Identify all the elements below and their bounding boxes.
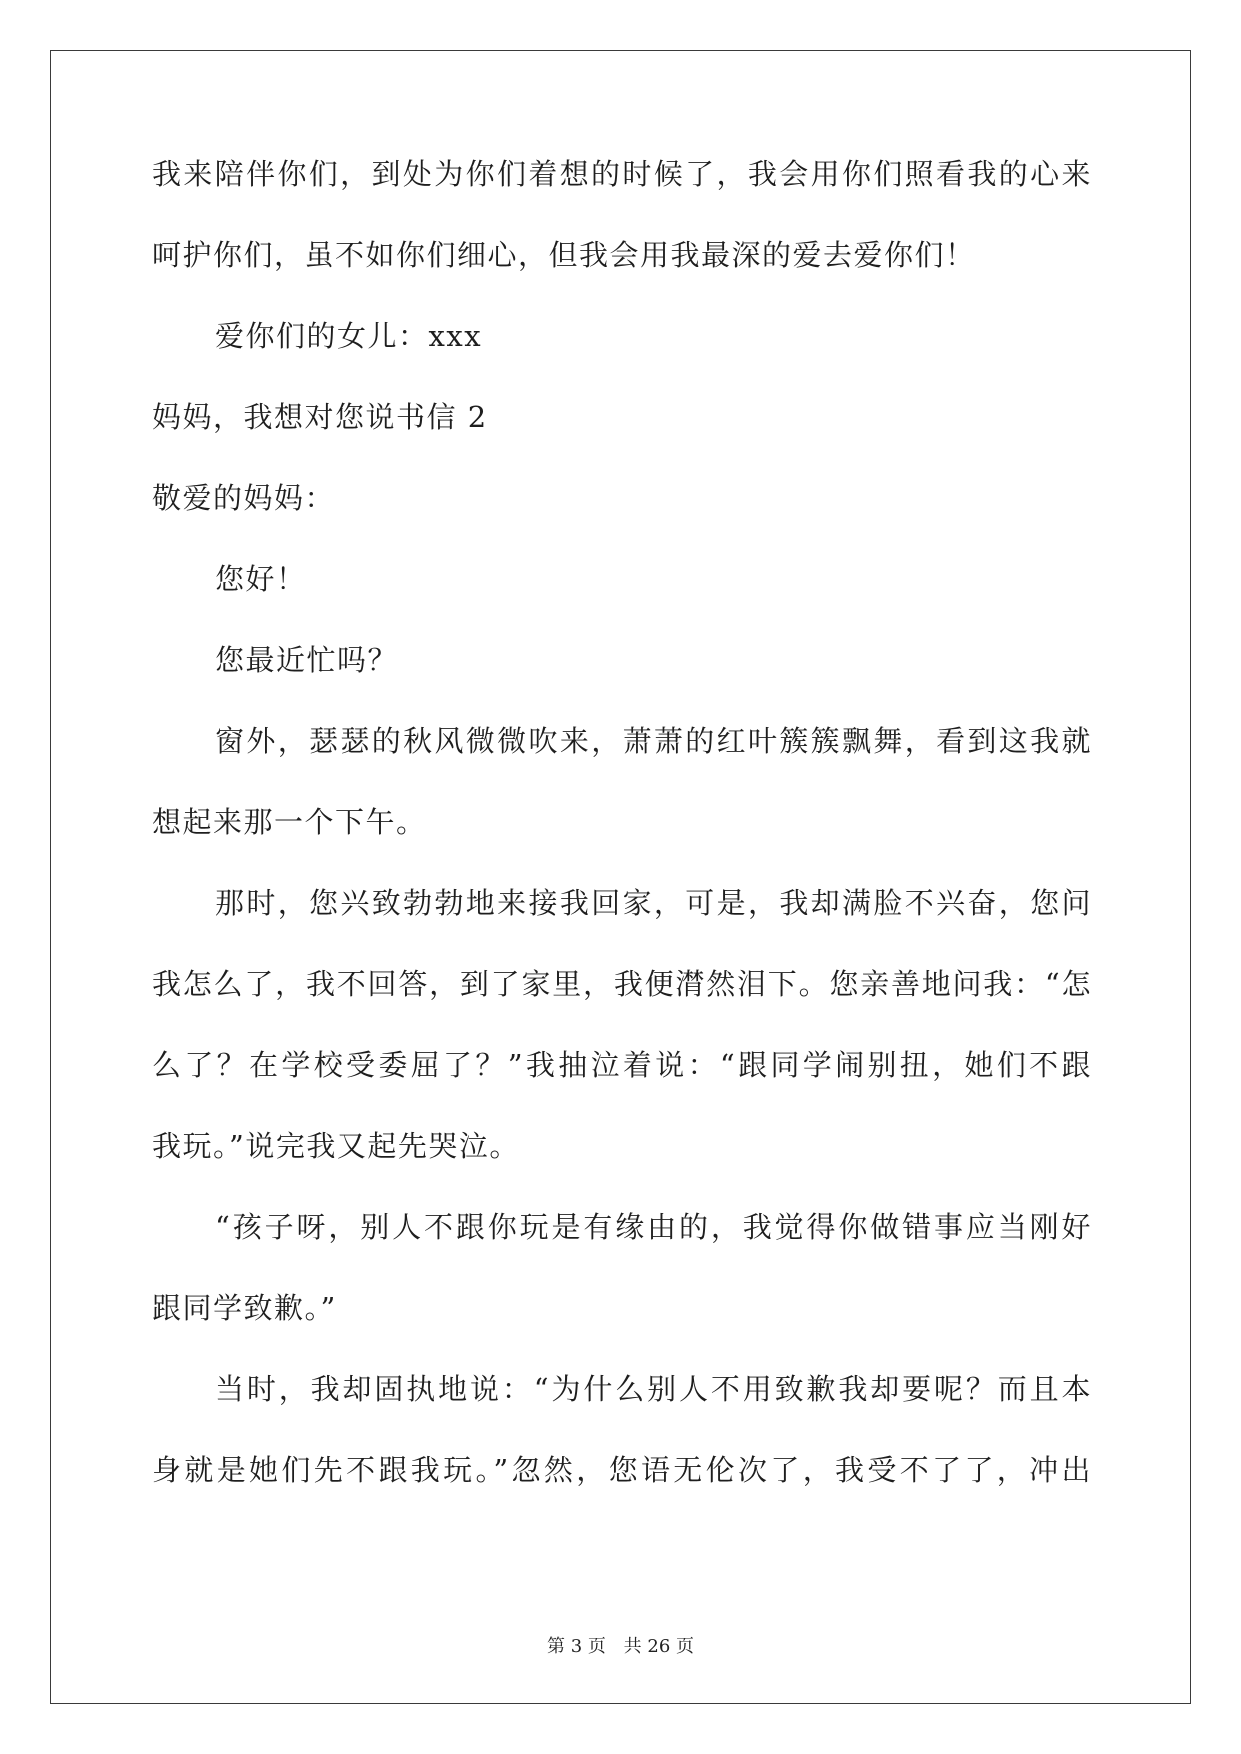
text-line: 窗外，瑟瑟的秋风微微吹来，萧萧的红叶簇簇飘舞，看到这我就 [215,724,1092,758]
text-line: 我玩。”说完我又起先哭泣。 [152,1129,520,1163]
text-line: 身就是她们先不跟我玩。”忽然，您语无伦次了，我受不了了，冲出 [152,1453,1092,1487]
section-title: 妈妈，我想对您说书信 2 [152,400,488,434]
text-line: 我来陪伴你们，到处为你们着想的时候了，我会用你们照看我的心来 [152,157,1092,191]
text-line: 么了？在学校受委屈了？”我抽泣着说：“跟同学闹别扭，她们不跟 [152,1048,1092,1082]
page-total: 共 26 页 [623,1636,694,1657]
text-line: 那时，您兴致勃勃地来接我回家，可是，我却满脸不兴奋，您问 [215,886,1092,920]
text-line: “孩子呀，别人不跟你玩是有缘由的，我觉得你做错事应当刚好 [215,1210,1092,1244]
salutation: 敬爱的妈妈： [152,481,336,515]
text-line: 想起来那一个下午。 [152,805,427,839]
text-line: 您最近忙吗？ [215,643,399,677]
document-body [152,158,1092,1535]
page-number: 第 3 页 [547,1636,606,1657]
greeting-line: 您好！ [215,562,307,596]
text-line: 当时，我却固执地说：“为什么别人不用致歉我却要呢？而且本 [215,1372,1092,1406]
text-line: 我怎么了，我不回答，到了家里，我便潸然泪下。您亲善地问我：“怎 [152,967,1092,1001]
text-line: 跟同学致歉。” [152,1291,337,1325]
page-footer [0,1632,1241,1658]
signature-line: 爱你们的女儿：xxx [215,319,483,353]
text-line: 呵护你们，虽不如你们细心，但我会用我最深的爱去爱你们！ [152,238,976,272]
